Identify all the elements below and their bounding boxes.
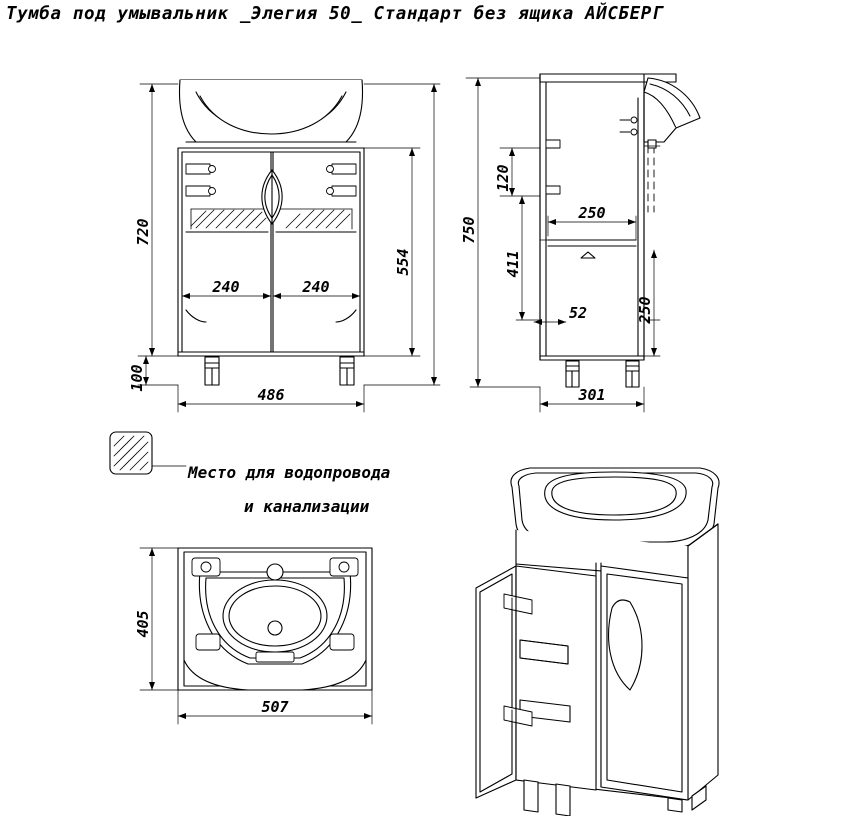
dim-front-height-total: 720 — [134, 218, 152, 246]
page-title: Тумба под умывальник _Элегия 50_ Стандарт без ящика АЙСБЕРГ — [6, 4, 664, 24]
dim-top-depth: 405 — [134, 610, 152, 638]
dim-door-left-width: 240 — [212, 278, 240, 296]
dim-front-width: 486 — [257, 386, 285, 404]
perspective-view-geometry — [476, 468, 719, 816]
dim-side-mid-height: 411 — [504, 250, 522, 278]
dim-front-body-height: 554 — [394, 248, 412, 276]
dim-side-lower-height: 250 — [636, 296, 654, 324]
dim-side-foot-offset: 52 — [568, 304, 588, 322]
front-view-geometry — [178, 80, 364, 385]
dim-top-width: 507 — [261, 698, 289, 716]
dim-side-height-total: 750 — [460, 216, 478, 244]
dim-door-right-width: 240 — [302, 278, 330, 296]
note-plumbing-line1: Место для водопровода — [188, 463, 391, 482]
dim-side-shelf-depth: 250 — [578, 204, 606, 222]
side-view-geometry — [540, 74, 700, 387]
dim-front-legs: 100 — [128, 364, 146, 392]
top-view-geometry — [178, 548, 372, 690]
plumbing-legend-swatch — [110, 432, 186, 474]
note-plumbing-line2: и канализации — [244, 497, 370, 516]
dim-side-depth: 301 — [578, 386, 606, 404]
dim-side-top-offset: 120 — [494, 164, 512, 192]
